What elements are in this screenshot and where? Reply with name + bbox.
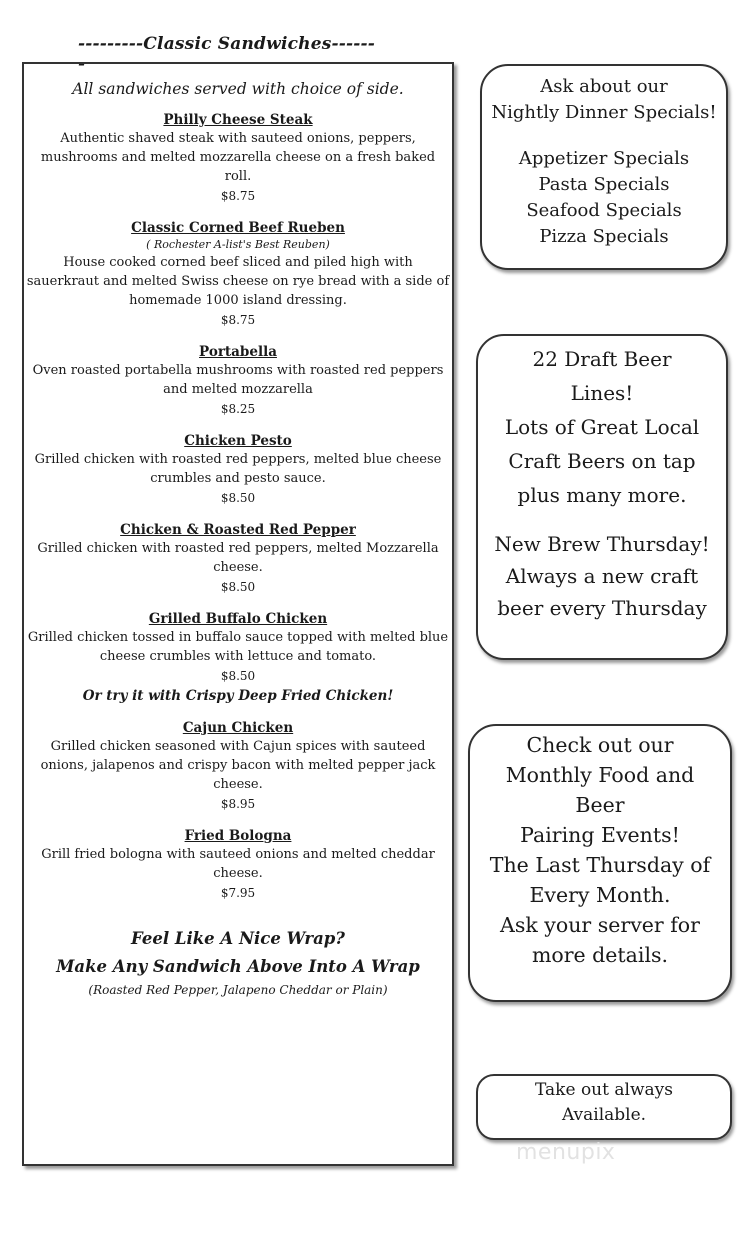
menu-item-description: Grilled chicken with roasted red peppers, melted blue cheese crumbles and pesto sauce.: [34, 452, 442, 486]
menu-item-price: $8.50: [220, 669, 256, 683]
menu-item: [24, 720, 452, 814]
draft-beer-box: [476, 334, 728, 660]
pairing-events-box: [468, 724, 732, 1002]
menu-item-price: $8.25: [220, 402, 256, 416]
menu-item-price: $8.95: [220, 797, 256, 811]
wrap-offer: [24, 925, 452, 999]
pairing-line: Beer: [575, 793, 625, 817]
menu-item-name: Portabella: [199, 344, 277, 360]
watermark-logo: menupix: [516, 1140, 616, 1165]
menu-item-description: Authentic shaved steak with sauteed onions, peppers, mushrooms and melted mozzarella cheese on a fresh baked roll.: [40, 131, 436, 184]
pairing-line: Every Month.: [529, 883, 671, 907]
menu-item-note: ( Rochester A-list's Best Reuben): [146, 238, 330, 251]
new-brew-line: New Brew Thursday!: [494, 532, 710, 556]
new-brew-line: Always a new craft: [505, 564, 699, 588]
menu-item-name: Fried Bologna: [184, 828, 292, 844]
pairing-line: more details.: [531, 943, 669, 967]
menu-item-price: $8.75: [220, 189, 256, 203]
menu-item: [24, 220, 452, 330]
menu-item: [24, 828, 452, 903]
wrap-line-1: Feel Like A Nice Wrap?: [131, 929, 345, 948]
pairing-line: Pairing Events!: [520, 823, 680, 847]
menu-item: [24, 522, 452, 597]
beer-line: Lines!: [570, 381, 634, 405]
menu-item-extra: Or try it with Crispy Deep Fried Chicken!: [82, 688, 394, 704]
pairing-line: Ask your server for: [500, 913, 700, 937]
menu-item-list: [24, 112, 452, 903]
new-brew-line: beer every Thursday: [497, 596, 707, 620]
wrap-line-2: Make Any Sandwich Above Into A Wrap: [56, 957, 420, 976]
sandwich-menu-panel: [22, 62, 454, 1166]
menu-item-name: Cajun Chicken: [182, 720, 294, 736]
menu-item-price: $8.75: [220, 313, 256, 327]
special-item: Pasta Specials: [538, 174, 670, 195]
beer-line: Craft Beers on tap: [508, 449, 696, 473]
menu-item: [24, 433, 452, 508]
menu-item-description: House cooked corned beef sliced and piled high with sauerkraut and melted Swiss cheese on rye bread with a side of homemade 1000 island dressing.: [26, 255, 450, 308]
menu-item-description: Grilled chicken tossed in buffalo sauce topped with melted blue cheese crumbles with lettuce and tomato.: [27, 630, 449, 664]
beer-line: 22 Draft Beer: [532, 347, 672, 371]
menu-item-name: Chicken Pesto: [184, 433, 292, 449]
menu-item-description: Grilled chicken with roasted red peppers, melted Mozzarella cheese.: [37, 541, 439, 575]
menu-item-description: Oven roasted portabella mushrooms with roasted red peppers and melted mozzarella: [32, 363, 444, 397]
menu-item-price: $8.50: [220, 580, 256, 594]
special-item: Pizza Specials: [539, 226, 669, 247]
menu-item-name: Classic Corned Beef Rueben: [131, 220, 345, 236]
menu-item-name: Chicken & Roasted Red Pepper: [120, 522, 356, 538]
specials-line-2: Nightly Dinner Specials!: [491, 102, 717, 123]
dinner-specials-box: [480, 64, 728, 270]
menu-item-name: Grilled Buffalo Chicken: [148, 611, 328, 627]
special-item: Appetizer Specials: [518, 148, 690, 169]
menu-item: [24, 611, 452, 706]
menu-item: [24, 344, 452, 419]
wrap-note: (Roasted Red Pepper, Jalapeno Cheddar or Plain): [88, 983, 388, 997]
pairing-line: The Last Thursday of: [489, 853, 711, 877]
menu-intro: All sandwiches served with choice of side.: [72, 80, 404, 98]
menu-item-price: $8.50: [220, 491, 256, 505]
takeout-line: Available.: [561, 1105, 647, 1125]
menu-item-name: Philly Cheese Steak: [163, 112, 313, 128]
takeout-line: Take out always: [535, 1080, 673, 1100]
section-title: ---------Classic Sandwiches-------: [78, 34, 376, 74]
pairing-line: Monthly Food and: [505, 763, 695, 787]
beer-line: plus many more.: [517, 483, 687, 507]
beer-line: Lots of Great Local: [504, 415, 700, 439]
menu-item: [24, 112, 452, 206]
menu-item-description: Grill fried bologna with sauteed onions and melted cheddar cheese.: [41, 847, 435, 881]
specials-line-1: Ask about our: [540, 76, 668, 97]
takeout-box: [476, 1074, 732, 1140]
pairing-line: Check out our: [526, 733, 674, 757]
menu-item-price: $7.95: [220, 886, 256, 900]
special-item: Seafood Specials: [526, 200, 682, 221]
menu-item-description: Grilled chicken seasoned with Cajun spices with sauteed onions, jalapenos and crispy bacon with melted pepper jack cheese.: [40, 739, 436, 792]
